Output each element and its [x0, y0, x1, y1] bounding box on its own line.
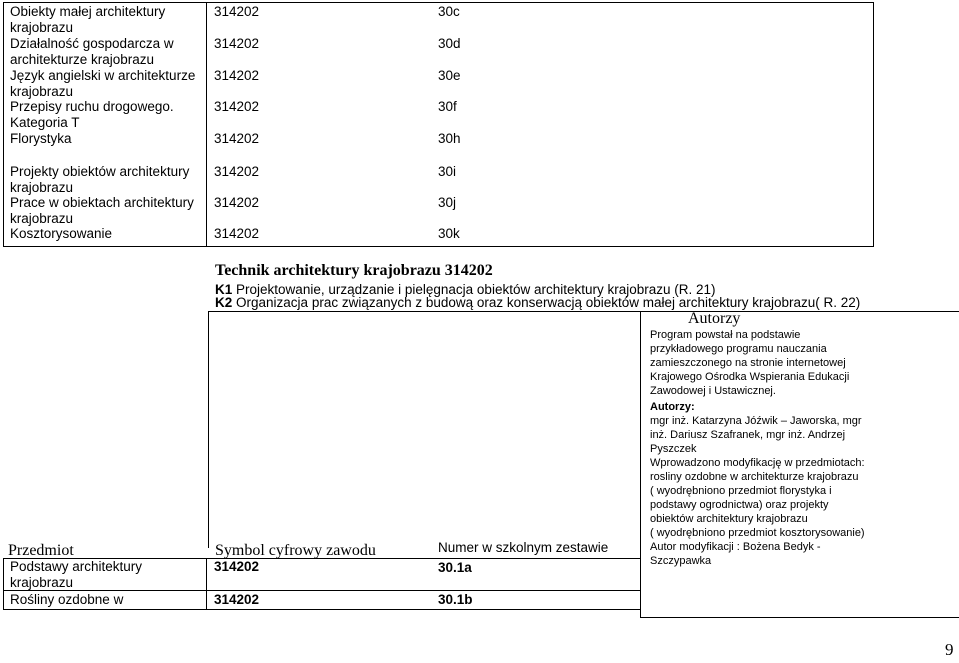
row-name-line: krajobrazu	[10, 180, 74, 195]
authors-mod-line: obiektów architektury krajobrazu	[650, 513, 808, 525]
frame-top-border	[208, 311, 959, 312]
page-number: 9	[945, 640, 954, 659]
row-name-line: Podstawy architektury	[10, 559, 143, 574]
row-symbol: 314202	[214, 36, 260, 51]
bottom-table-column-divider	[206, 558, 207, 609]
subject-header: Przedmiot	[8, 542, 74, 559]
frame-left-border	[208, 311, 209, 548]
authors-mod-line: Autor modyfikacji : Bożena Bedyk -	[650, 541, 821, 553]
row-name-line: Obiekty małej architektury	[10, 4, 166, 19]
number-header: Numer w szkolnym zestawie	[438, 540, 609, 555]
symbol-header: Symbol cyfrowy zawodu	[215, 542, 376, 559]
row-name-line: krajobrazu	[10, 575, 74, 590]
row-symbol: 314202	[214, 195, 260, 210]
authors-label: Autorzy:	[650, 401, 695, 413]
row-name-line: Działalność gospodarcza w	[10, 36, 174, 51]
row-name-line: Florystyka	[10, 131, 72, 146]
k1-label: K1	[215, 282, 233, 297]
authors-title: Autorzy	[688, 310, 741, 327]
row-name-line: Przepisy ruchu drogowego.	[10, 99, 174, 114]
row-name-line: Język angielski w architekturze	[10, 68, 196, 83]
bottom-table-left-border	[3, 558, 4, 609]
row-number: 30e	[438, 68, 461, 83]
row-name-line: Rośliny ozdobne w	[10, 592, 124, 607]
authors-mod-line: podstawy ogrodnictwa) oraz projekty	[650, 499, 829, 511]
row-number: 30f	[438, 99, 457, 114]
authors-mod-line: ( wyodrębniono przedmiot florystyka i	[650, 485, 832, 497]
row-number: 30.1a	[438, 560, 472, 575]
authors-line: zamieszczonego na stronie internetowej	[650, 357, 846, 369]
authors-line: Program powstał na podstawie	[650, 329, 801, 341]
row-symbol: 314202	[214, 99, 260, 114]
authors-line: przykładowego programu nauczania	[650, 343, 827, 355]
row-symbol: 314202	[214, 4, 260, 19]
table-row	[10, 164, 206, 196]
row-symbol: 314202	[214, 559, 260, 574]
row-symbol: 314202	[214, 592, 260, 607]
row-number: 30k	[438, 226, 460, 241]
authors-names-line: mgr inż. Katarzyna Jóźwik – Jaworska, mgr	[650, 415, 862, 427]
table-row	[10, 99, 206, 131]
row-number: 30j	[438, 195, 457, 210]
k2-label: K2	[215, 295, 233, 310]
row-symbol: 314202	[214, 131, 260, 146]
row-symbol: 314202	[214, 226, 260, 241]
row-symbol: 314202	[214, 164, 260, 179]
authors-line: Krajowego Ośrodka Wspierania Edukacji	[650, 371, 850, 383]
row-name-line: krajobrazu	[10, 20, 74, 35]
row-name-line: Kategoria T	[10, 115, 80, 130]
top-table-column-divider	[206, 2, 207, 247]
table-row	[10, 68, 210, 100]
authors-names-line: inż. Dariusz Szafranek, mgr inż. Andrzej	[650, 429, 846, 441]
table-row	[10, 195, 206, 227]
authors-mod-line: Wprowadzono modyfikację w przedmiotach:	[650, 457, 865, 469]
row-name-line: architekturze krajobrazu	[10, 52, 155, 67]
table-row	[10, 559, 206, 591]
row-number: 30.1b	[438, 592, 473, 607]
row-number: 30c	[438, 4, 460, 19]
k2-text: Organizacja prac związanych z budową oraz konserwacją obiektów małej architektury krajobrazu( R. 22)	[236, 295, 861, 310]
table-row	[10, 4, 206, 36]
page-title: Technik architektury krajobrazu 314202	[215, 262, 493, 279]
k2-line	[215, 295, 860, 311]
authors-line: Zawodowej i Ustawicznej.	[650, 385, 776, 397]
row-number: 30h	[438, 131, 461, 146]
frame-bottom-border	[640, 617, 959, 618]
row-name-line: Projekty obiektów architektury	[10, 164, 190, 179]
bottom-table-bottom-border	[3, 609, 640, 610]
row-number: 30i	[438, 164, 457, 179]
authors-mod-line: rosliny ozdobne w architekturze krajobrazu	[650, 471, 859, 483]
row-number: 30d	[438, 36, 461, 51]
authors-panel	[650, 328, 880, 568]
authors-names-line: Pyszczek	[650, 443, 697, 455]
frame-middle-border	[640, 311, 641, 617]
row-name-line: krajobrazu	[10, 211, 74, 226]
row-name-line: Prace w obiektach architektury	[10, 195, 194, 210]
k1-text: Projektowanie, urządzanie i pielęgnacja obiektów architektury krajobrazu (R. 21)	[236, 282, 716, 297]
table-row	[10, 36, 206, 68]
row-name-line: krajobrazu	[10, 84, 74, 99]
row-name-line: Kosztorysowanie	[10, 226, 113, 241]
authors-mod-line: ( wyodrębniono przedmiot kosztorysowanie)	[650, 527, 865, 539]
row-symbol: 314202	[214, 68, 260, 83]
authors-mod-line: Szczypawka	[650, 555, 712, 567]
